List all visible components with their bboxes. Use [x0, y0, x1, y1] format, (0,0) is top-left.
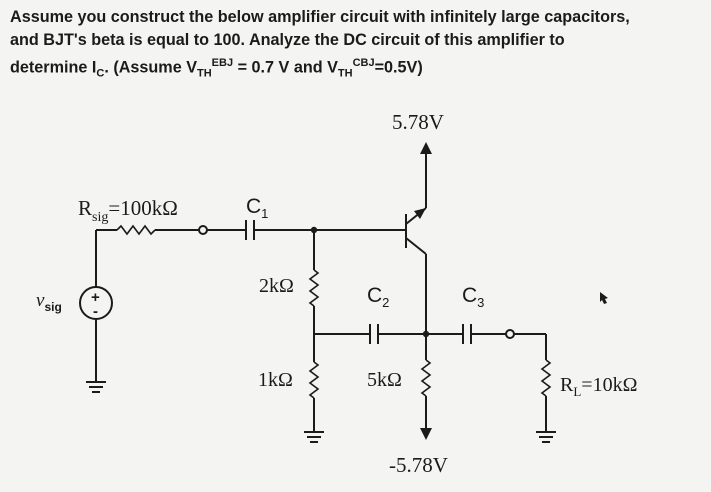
- problem-line-1: Assume you construct the below amplifier circuit with infinitely large capacitors,: [10, 8, 630, 26]
- positive-supply-label: 5.78V: [392, 110, 444, 134]
- source-plus: +: [91, 289, 100, 306]
- bjt-transistor: [406, 208, 426, 254]
- vth-subscript-ebj: TH: [197, 67, 212, 80]
- problem-line-3-prefix: determine I: [10, 58, 97, 77]
- input-terminal: [199, 226, 207, 234]
- rsig-label: $R_{sig}=100k\Omega$: [78, 196, 178, 225]
- vsig-label: $v_{sig}$: [36, 290, 62, 314]
- c3-label: $C_3$: [462, 284, 485, 310]
- problem-line-3-mid: . (Assume V: [104, 58, 197, 77]
- c2-label: $C_2$: [367, 284, 390, 310]
- r-bias-top-resistor: [310, 270, 318, 306]
- rl-resistor: [542, 360, 550, 396]
- ic-subscript: C: [96, 67, 105, 80]
- problem-line-2: and BJT's beta is equal to 100. Analyze the DC circuit of this amplifier to: [10, 31, 565, 49]
- problem-line-3-val1: = 0.7 V and V: [233, 58, 338, 77]
- rl-label: $R_L=10k\Omega$: [560, 374, 638, 399]
- problem-line-3-val2: =0.5V): [374, 58, 423, 77]
- c2-capacitor: [370, 324, 378, 344]
- vth-subscript-cbj: TH: [337, 67, 353, 80]
- ebj-superscript: EBJ: [211, 57, 234, 69]
- r-bias-top-label: 2kΩ: [259, 275, 294, 297]
- c1-capacitor: [246, 220, 254, 240]
- output-terminal: [506, 330, 514, 338]
- negative-supply-label: -5.78V: [389, 453, 448, 477]
- r-bias-bottom-label: 1kΩ: [258, 369, 293, 391]
- c1-label: $C_1$: [246, 195, 269, 221]
- mouse-cursor-icon: [600, 292, 608, 304]
- r-emitter-label: 5kΩ: [367, 369, 402, 391]
- positive-supply-arrow: [420, 142, 432, 154]
- c3-capacitor: [463, 324, 471, 344]
- r-bias-bottom-resistor: [310, 362, 318, 398]
- cbj-superscript: CBJ: [352, 57, 375, 69]
- signal-source: [80, 230, 112, 382]
- bias-ground-icon: [304, 432, 324, 442]
- source-minus: -: [93, 303, 98, 320]
- rsig-resistor: [117, 226, 155, 234]
- source-ground-icon: [86, 382, 106, 392]
- negative-supply-arrow: [420, 428, 432, 440]
- load-ground-icon: [536, 432, 556, 442]
- r-emitter-resistor: [422, 360, 430, 396]
